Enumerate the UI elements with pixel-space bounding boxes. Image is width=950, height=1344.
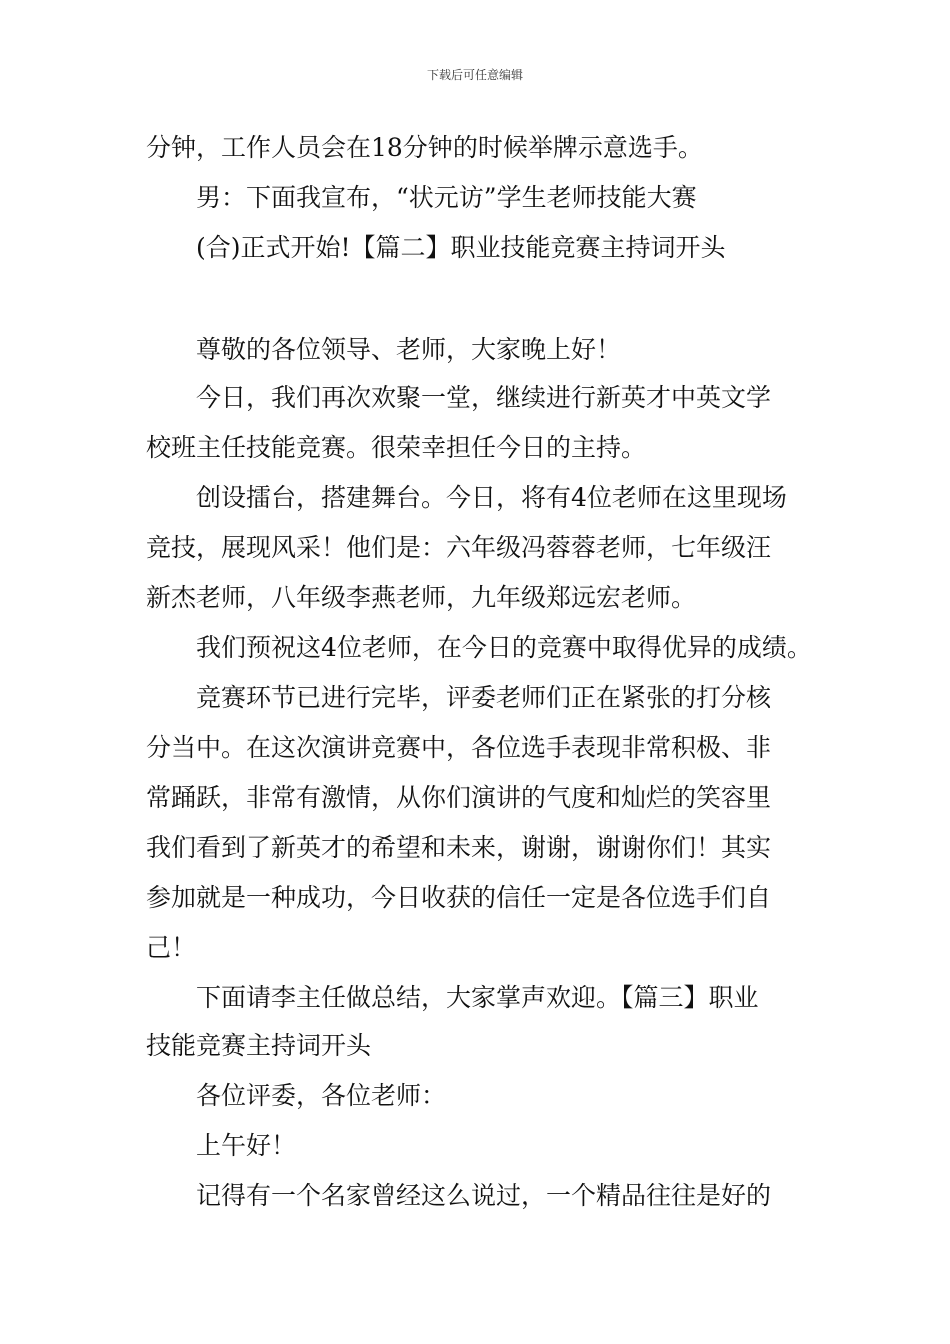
paragraph-line: 新杰老师，八年级李燕老师，九年级郑远宏老师。 — [146, 583, 697, 612]
paragraph-line: 尊敬的各位领导、老师，大家晚上好！ — [196, 335, 622, 364]
paragraph-line: 今日，我们再次欢聚一堂，继续进行新英才中英文学 — [196, 383, 772, 412]
paragraph-line: 竞技，展现风采！他们是：六年级冯蓉蓉老师，七年级汪 — [146, 533, 772, 562]
paragraph-line: 我们看到了新英才的希望和未来，谢谢，谢谢你们！其实 — [146, 833, 772, 862]
paragraph-line: 记得有一个名家曾经这么说过，一个精品往往是好的 — [196, 1181, 772, 1210]
page-header: 下载后可任意编辑 — [426, 68, 523, 82]
paragraph-line: 技能竞赛主持词开头 — [146, 1031, 372, 1060]
paragraph-line: 分钟，工作人员会在18分钟的时候举牌示意选手。 — [146, 133, 703, 162]
paragraph-line: 创设擂台，搭建舞台。今日，将有4位老师在这里现场 — [196, 483, 787, 512]
paragraph-line: 各位评委，各位老师： — [196, 1081, 447, 1110]
paragraph-line: 我们预祝这4位老师，在今日的竞赛中取得优异的成绩。 — [196, 633, 812, 662]
paragraph-line: (合)正式开始!【篇二】职业技能竞赛主持词开头 — [196, 233, 726, 262]
paragraph-line: 常踊跃，非常有激情，从你们演讲的气度和灿烂的笑容里 — [146, 783, 772, 812]
paragraph-line: 下面请李主任做总结，大家掌声欢迎。【篇三】职业 — [196, 983, 759, 1012]
paragraph-line: 分当中。在这次演讲竞赛中，各位选手表现非常积极、非 — [146, 733, 772, 762]
paragraph-line: 己！ — [146, 933, 197, 962]
paragraph-line: 校班主任技能竞赛。很荣幸担任今日的主持。 — [146, 433, 647, 462]
paragraph-line: 竞赛环节已进行完毕，评委老师们正在紧张的打分核 — [196, 683, 772, 712]
paragraph-line: 男：下面我宣布，“状元访”学生老师技能大赛 — [196, 183, 697, 212]
paragraph-line: 上午好！ — [196, 1131, 297, 1160]
paragraph-line: 参加就是一种成功，今日收获的信任一定是各位选手们自 — [146, 883, 772, 912]
